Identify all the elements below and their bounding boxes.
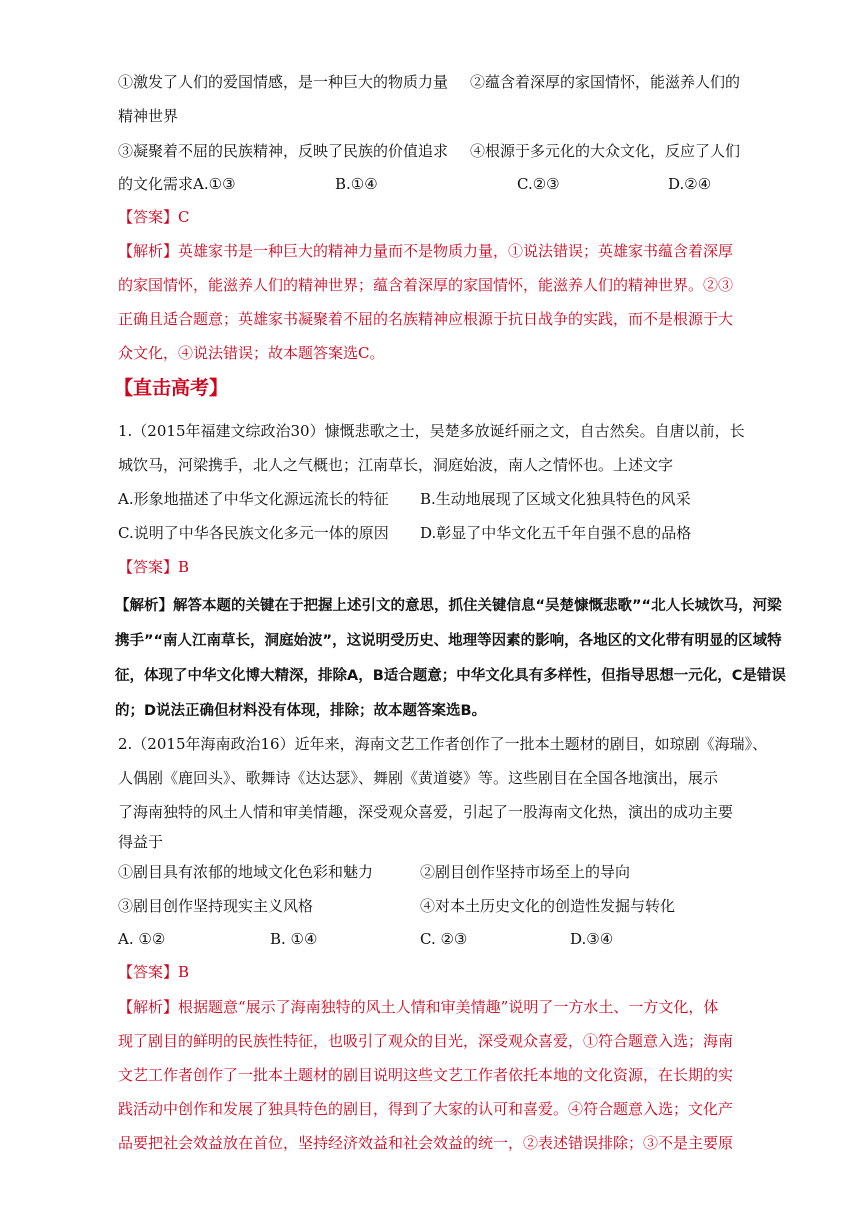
options-row (118, 523, 692, 543)
choice-2: ②剧目创作坚持市场至上的导向 (420, 863, 631, 881)
choice-3: ③凝聚着不屈的民族精神，反映了民族的价值追求 (118, 142, 449, 160)
choice-continuation: 精神世界 (118, 107, 179, 125)
option-c: C.说明了中华各民族文化多元一体的原因 (118, 524, 389, 542)
analysis-line: 品要把社会效益放在首位，坚持经济效益和社会效益的统一，②表述错误排除；③不是主要原 (118, 1134, 734, 1152)
option-b: B.①④ (335, 175, 378, 193)
analysis-line: 【解析】解答本题的关键在于把握上述引文的意思，抓住关键信息“吴楚慷慨悲歌”“北人长城饮马，河梁 (115, 598, 782, 614)
option-d: D.彰显了中华文化五千年自强不息的品格 (420, 524, 692, 542)
analysis-line: 携手”“南人江南草长，洞庭始波”，这说明受历史、地理等因素的影响，各地区的文化带有明显的区域特 (115, 633, 782, 649)
analysis-line: 正确且适合题意；英雄家书凝聚着不屈的名族精神应根源于抗日战争的实践，而不是根源于大 (118, 310, 734, 328)
option-a: A.①③ (193, 175, 236, 193)
option-d: D.③④ (570, 930, 614, 948)
choice-row (118, 141, 741, 161)
question-stem: 人偶剧《鹿回头》、歌舞诗《达达瑟》、舞剧《黄道婆》等。这些剧目在全国各地演出，展示 (118, 769, 719, 787)
option-a: A. ①② (118, 930, 166, 948)
analysis-line: 文艺工作者创作了一批本土题材的剧目说明这些文艺工作者依托本地的文化资源，在长期的实 (118, 1066, 734, 1084)
question-stem: 1.（2015年福建文综政治30）慷慨悲歌之士，吴楚多放诞纤丽之文，自古然矣。自唐以前，长 (118, 422, 745, 440)
analysis-line: 践活动中创作和发展了独具特色的剧目，得到了大家的认可和喜爱。④符合题意入选；文化产 (118, 1100, 734, 1118)
options-row (118, 489, 691, 509)
option-b: B. ①④ (270, 930, 318, 948)
option-c: C.②③ (517, 175, 560, 193)
choice-4: ④根源于多元化的大众文化，反应了人们 (470, 142, 741, 160)
option-d: D.②④ (668, 175, 712, 193)
choice-1: ①激发了人们的爱国情感，是一种巨大的物质力量 (118, 73, 449, 91)
choice-3: ③剧目创作坚持现实主义风格 (118, 897, 314, 915)
choice-row (118, 896, 676, 916)
question-stem: 得益于 (118, 833, 164, 851)
analysis-line: 的；D说法正确但材料没有体现，排除；故本题答案选B。 (115, 703, 487, 719)
analysis-line: 【解析】英雄家书是一种巨大的精神力量而不是物质力量，①说法错误；英雄家书蕴含着深厚 (118, 242, 734, 260)
answer: 【答案】B (118, 963, 190, 981)
analysis-line: 【解析】根据题意“展示了海南独特的风土人情和审美情趣”说明了一方水土、一方文化，体 (118, 998, 719, 1016)
analysis-line: 的家国情怀，能滋养人们的精神世界；蕴含着深厚的家国情怀，能滋养人们的精神世界。②③ (118, 276, 734, 294)
analysis-line: 现了剧目的鲜明的民族性特征，也吸引了观众的目光，深受观众喜爱，①符合题意入选；海南 (118, 1032, 734, 1050)
options-row (118, 174, 712, 194)
option-c: C. ②③ (420, 930, 468, 948)
choice-1: ①剧目具有浓郁的地域文化色彩和魅力 (118, 863, 374, 881)
choice-continuation: 的文化需求 (118, 175, 194, 193)
section-title: 【直击高考】 (114, 377, 229, 399)
option-b: B.生动地展现了区域文化独具特色的风采 (420, 490, 691, 508)
choice-4: ④对本土历史文化的创造性发掘与转化 (420, 897, 676, 915)
answer: 【答案】B (118, 558, 190, 576)
options-row (118, 929, 614, 949)
question-stem: 城饮马，河梁携手，北人之气概也；江南草长，洞庭始波，南人之情怀也。上述文字 (118, 456, 674, 474)
question-stem: 2.（2015年海南政治16）近年来，海南文艺工作者创作了一批本土题材的剧目，如琼剧《海瑞》、 (118, 735, 768, 753)
choice-2: ②蕴含着深厚的家国情怀，能滋养人们的 (470, 73, 741, 91)
choice-row (118, 862, 631, 882)
analysis-line: 征，体现了中华文化博大精深，排除A，B适合题意；中华文化具有多样性，但指导思想一元化，C是错误 (115, 668, 786, 684)
choice-row (118, 72, 741, 92)
option-a: A.形象地描述了中华文化源远流长的特征 (118, 490, 389, 508)
question-stem: 了海南独特的风土人情和审美情趣，深受观众喜爱，引起了一股海南文化热，演出的成功主要 (118, 803, 734, 821)
analysis-line: 众文化，④说法错误；故本题答案选C。 (118, 344, 385, 362)
answer: 【答案】C (118, 208, 190, 226)
